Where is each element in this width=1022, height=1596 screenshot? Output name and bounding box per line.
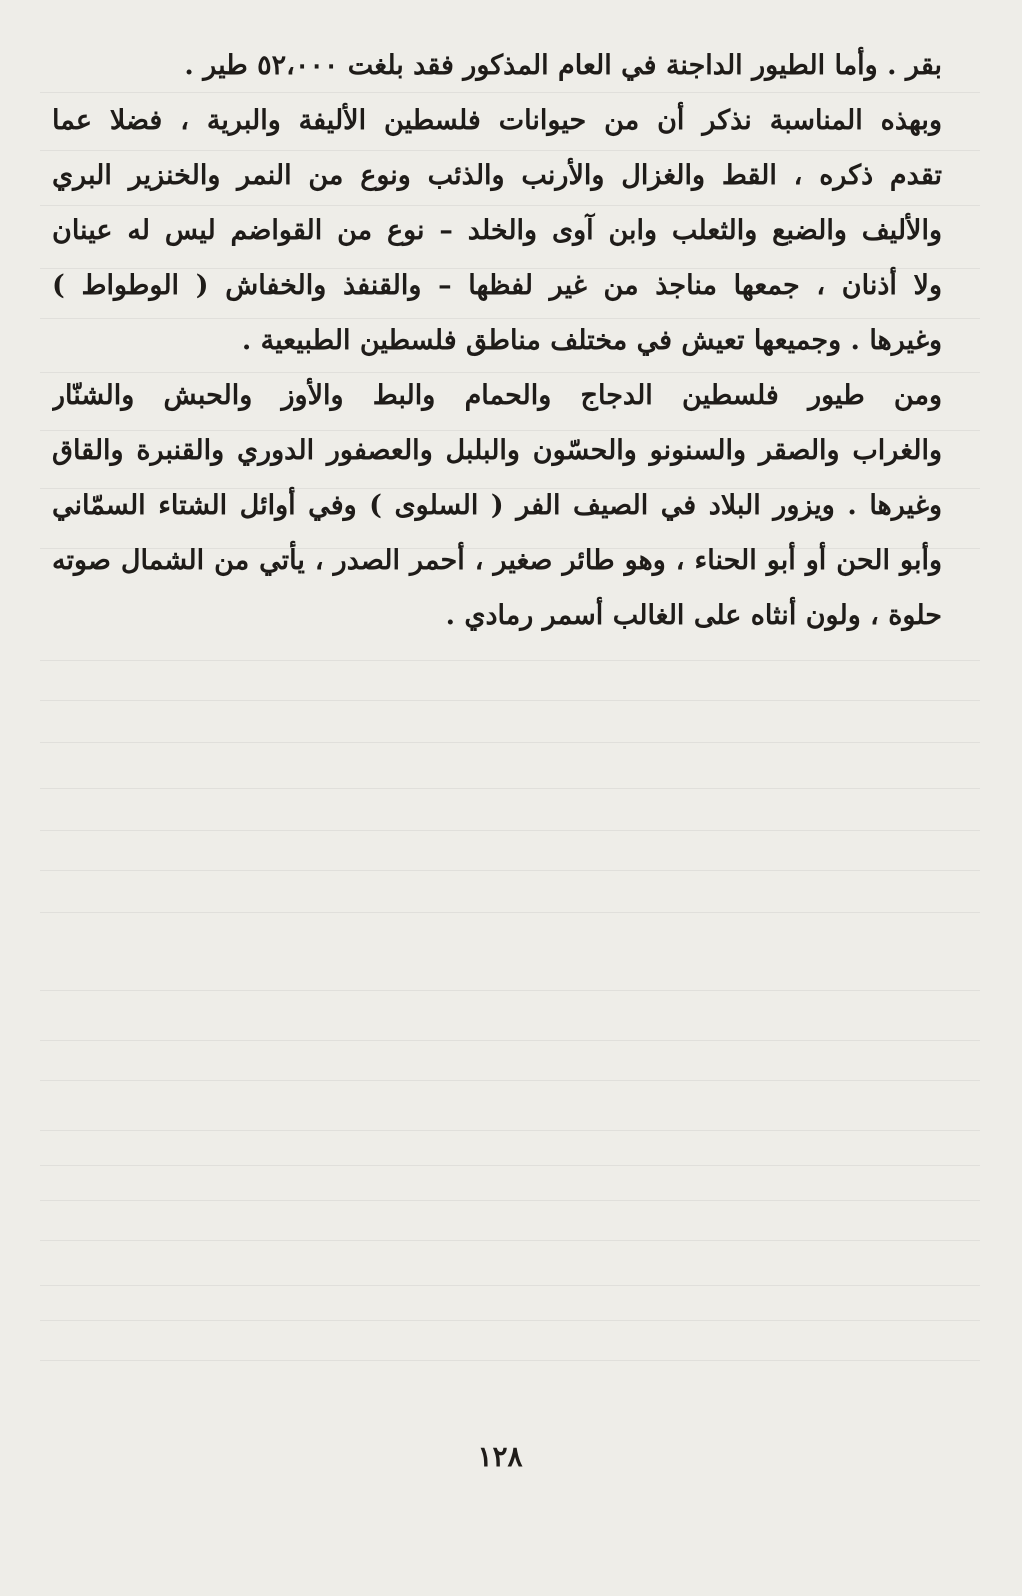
text-line: حلوة ، ولون أنثاه على الغالب أسمر رمادي . [445, 600, 942, 631]
show-through-line [40, 1240, 980, 1241]
body-text [52, 38, 942, 643]
show-through-line [40, 830, 980, 831]
show-through-line [40, 1080, 980, 1081]
show-through-line [40, 1040, 980, 1041]
show-through-line [40, 912, 980, 913]
text-line: والأليف والضبع والثعلب وابن آوى والخلد – نوع من القواضم ليس له عينان [52, 215, 942, 246]
text-line: وغيرها . ويزور البلاد في الصيف الفر ( السلوى ) وفي أوائل الشتاء السمّاني [52, 490, 942, 521]
text-line: وغيرها . وجميعها تعيش في مختلف مناطق فلسطين الطبيعية . [241, 325, 942, 356]
page-number: ١٢٨ [477, 1440, 523, 1473]
text-line: ومن طيور فلسطين الدجاج والحمام والبط والأوز والحبش والشنّار [52, 380, 942, 411]
show-through-line [40, 1360, 980, 1361]
show-through-line [40, 990, 980, 991]
text-line: وأبو الحن أو أبو الحناء ، وهو طائر صغير ، أحمر الصدر ، يأتي من الشمال صوته [52, 545, 942, 576]
show-through-line [40, 700, 980, 701]
text-line: والغراب والصقر والسنونو والحسّون والبلبل والعصفور الدوري والقنبرة والقاق [52, 435, 942, 466]
show-through-line [40, 1320, 980, 1321]
text-line: وبهذه المناسبة نذكر أن من حيوانات فلسطين الأليفة والبرية ، فضلا عما [52, 105, 942, 136]
text-line: ولا أذنان ، جمعها مناجذ من غير لفظها – والقنفذ والخفاش ( الوطواط ) [52, 270, 942, 301]
show-through-line [40, 742, 980, 743]
text-line: تقدم ذكره ، القط والغزال والأرنب والذئب ونوع من النمر والخنزير البري [52, 160, 942, 191]
show-through-line [40, 1200, 980, 1201]
show-through-line [40, 1130, 980, 1131]
show-through-line [40, 660, 980, 661]
show-through-line [40, 870, 980, 871]
text-line: بقر . وأما الطيور الداجنة في العام المذكور فقد بلغت ٥٢،٠٠٠ طير . [184, 50, 942, 81]
show-through-line [40, 1285, 980, 1286]
show-through-line [40, 788, 980, 789]
show-through-line [40, 1165, 980, 1166]
